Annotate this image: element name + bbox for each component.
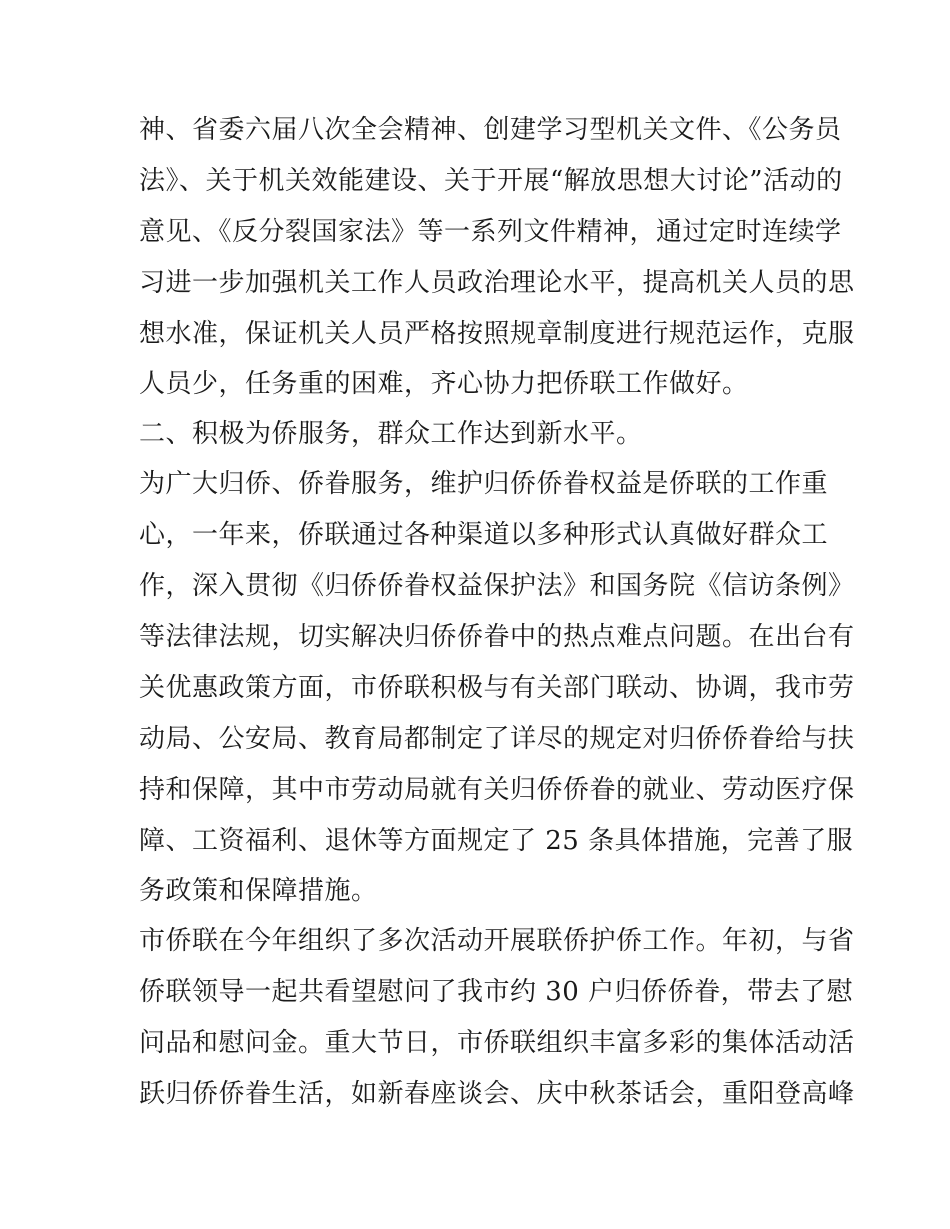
- text-line: 为广大归侨、侨眷服务，维护归侨侨眷权益是侨联的工作重: [139, 469, 829, 499]
- section-heading: 二、积极为侨服务，群众工作达到新水平。: [139, 419, 643, 449]
- text-line: 动局、公安局、教育局都制定了详尽的规定对归侨侨眷给与扶: [139, 724, 855, 754]
- text-line: 法》、关于机关效能建设、关于开展“解放思想大讨论”活动的: [139, 166, 843, 196]
- text-line: 跃归侨侨眷生活，如新春座谈会、庆中秋茶话会，重阳登高峰: [139, 1079, 855, 1109]
- text-line: 侨联领导一起共看望慰问了我市约 30 户归侨侨眷，带去了慰: [139, 977, 854, 1007]
- text-line: 心，一年来，侨联通过各种渠道以多种形式认真做好群众工: [139, 520, 829, 550]
- text-line: 持和保障，其中市劳动局就有关归侨侨眷的就业、劳动医疗保: [139, 775, 855, 805]
- text-line: 作，深入贯彻《归侨侨眷权益保护法》和国务院《信访条例》: [139, 571, 855, 601]
- text-line: 务政策和保障措施。: [139, 876, 378, 906]
- text-line: 想水准，保证机关人员严格按照规章制度进行规范运作，克服: [139, 319, 855, 349]
- text-line: 障、工资福利、退休等方面规定了 25 条具体措施，完善了服: [139, 826, 854, 856]
- text-line: 神、省委六届八次全会精神、创建学习型机关文件、《公务员: [139, 115, 842, 145]
- text-line: 等法律法规，切实解决归侨侨眷中的热点难点问题。在出台有: [139, 622, 855, 652]
- text-line: 意见、《反分裂国家法》等一系列文件精神，通过定时连续学: [139, 217, 842, 247]
- text-line: 人员少，任务重的困难，齐心协力把侨联工作做好。: [139, 369, 749, 399]
- text-line: 问品和慰问金。重大节日，市侨联组织丰富多彩的集体活动活: [139, 1028, 855, 1058]
- text-line: 市侨联在今年组织了多次活动开展联侨护侨工作。年初，与省: [139, 926, 855, 956]
- text-line: 关优惠政策方面，市侨联积极与有关部门联动、协调，我市劳: [139, 673, 855, 703]
- text-line: 习进一步加强机关工作人员政治理论水平，提高机关人员的思: [139, 268, 855, 298]
